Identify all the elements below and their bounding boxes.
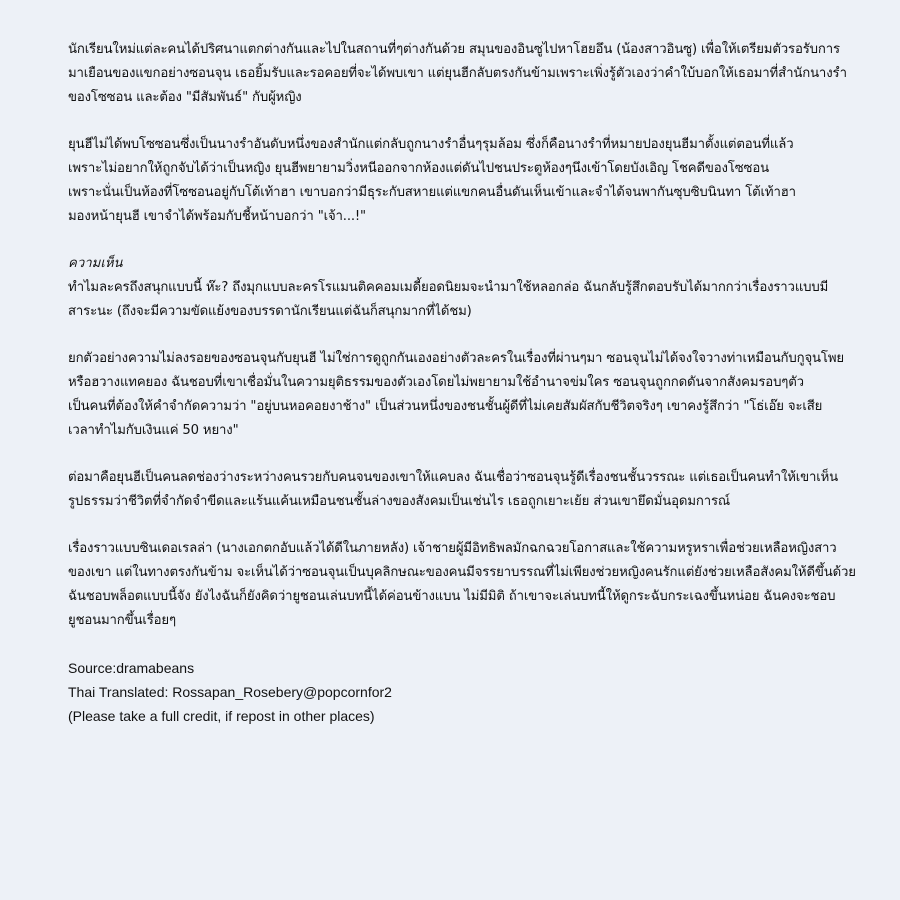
text-line: ยุนฮีไม่ได้พบโซซอนซึ่งเป็นนางรำอันดับหนึ่งของสำนักแต่กลับถูกนางรำอื่นๆรุมล้อม ซึ่งก็คือนางรำที่หมายปองยุนฮีมาตั้งแต่ตอนที่แล้ว xyxy=(68,137,794,152)
text-line: รูปธรรมว่าชีวิตที่จำกัดจำขีดและแร้นแค้นเหมือนชนชั้นล่างของสังคมเป็นเช่นไร เธอถูกเยาะเย้ย ส่วนเขายึดมั่นอุดมการณ์ xyxy=(68,494,730,509)
text-line: เป็นคนที่ต้องให้คำจำกัดความว่า "อยู่บนหอคอยงาช้าง" เป็นส่วนหนึ่งของชนชั้นผู้ดีที่ไม่เคยสัมผัสกับชีวิตจริงๆ เขาคงรู้สึกว่า "โธ่เอ๊ย จะเสีย xyxy=(68,399,823,414)
text-line: ทำไมละครถึงสนุกแบบนี้ ห๊ะ? ถึงมุกแบบละครโรแมนติคคอมเมดี้ยอดนิยมจะนำมาใช้หลอกล่อ ฉันกลับรู้สึกตอบรับได้มากกว่าเรื่องราวแบบมี xyxy=(68,280,829,295)
text-line: ต่อมาคือยุนฮีเป็นคนลดช่องว่างระหว่างคนรวยกับคนจนของเขาให้แคบลง ฉันเชื่อว่าซอนจุนรู้ดีเรื่องชนชั้นวรรณะ แต่เธอเป็นคนทำให้เขาเห็น xyxy=(68,470,839,485)
paragraph-comment-2 xyxy=(68,347,870,443)
text-line: ของเขา แต่ในทางตรงกันข้าม จะเห็นได้ว่าซอนจุนเป็นบุคลิกษณะของคนมีจรรยาบรรณที่ไม่เพียงช่วยหญิงคนรักแต่ยังช่วยเหลือสังคมให้ดีขึ้นด้วย xyxy=(68,565,856,580)
paragraph-dance-house xyxy=(68,133,870,229)
credits-block xyxy=(68,656,870,728)
text-line: ฉันชอบพล็อตแบบนี้จัง ยังไงฉันก็ยังคิดว่ายูชอนเล่นบทนี้ได้ค่อนข้างแบน ไม่มีมิติ ถ้าเขาจะเล่นบทนี้ให้ดูกระฉับกระเฉงขึ้นหน่อย ฉันคงจะชอบ xyxy=(68,589,836,604)
paragraph-comment-3 xyxy=(68,466,870,514)
comments-heading: ความเห็น xyxy=(68,256,123,271)
paragraph-comment-4 xyxy=(68,537,870,633)
text-line: มองหน้ายุนฮี เขาจำได้พร้อมกับชี้หน้าบอกว่า "เจ้า...!" xyxy=(68,209,366,224)
text-line: เรื่องราวแบบซินเดอเรลล่า (นางเอกตกอับแล้วได้ดีในภายหลัง) เจ้าชายผู้มีอิทธิพลมักฉกฉวยโอกาสและใช้ความหรูหราเพื่อช่วยเหลือหญิงสาว xyxy=(68,541,837,556)
text-line: ของโซซอน และต้อง "มีสัมพันธ์" กับผู้หญิง xyxy=(68,90,302,105)
repost-note: (Please take a full credit, if repost in other places) xyxy=(68,708,375,724)
paragraph-intro xyxy=(68,38,870,110)
translator-credit: Thai Translated: Rossapan_Rosebery@popcornfor2 xyxy=(68,684,392,700)
paragraph-comment-1 xyxy=(68,276,870,324)
text-line: หรือฮวางแทคยอง ฉันชอบที่เขาเชื่อมั่นในความยุติธรรมของตัวเองโดยไม่พยายามใช้อำนาจข่มใคร ซอนจุนถูกกดดันจากสังคมรอบๆตัว xyxy=(68,375,804,390)
text-line: ยูชอนมากขึ้นเรื่อยๆ xyxy=(68,613,176,628)
text-line: นักเรียนใหม่แต่ละคนได้ปริศนาแตกต่างกันและไปในสถานที่ๆต่างกันด้วย สมุนของอินซูไปหาโฮยอึน (น้องสาวอินซู) เพื่อให้เตรียมตัวรอรับการ xyxy=(68,42,840,57)
text-line: มาเยือนของแขกอย่างซอนจุน เธอยิ้มรับและรอคอยที่จะได้พบเขา แต่ยุนฮีกลับตรงกันข้ามเพราะเพิ่งรู้ตัวเองว่าคำใบ้บอกให้เธอมาที่สำนักนางรำ xyxy=(68,66,847,81)
text-line: ยกตัวอย่างความไม่ลงรอยของซอนจุนกับยุนฮี ไม่ใช่การดูถูกกันเองอย่างตัวละครในเรื่องที่ผ่านๆมา ซอนจุนไม่ได้จงใจวางท่าเหมือนกับกูจุนโพย xyxy=(68,351,844,366)
source-credit: Source:dramabeans xyxy=(68,660,195,676)
text-line: เพราะนั่นเป็นห้องที่โซซอนอยู่กับโต้เท้าฮา เขาบอกว่ามีธุระกับสหายแต่แขกคนอื่นดันเห็นเข้าและจำได้จนพากันซุบซิบนินทา โต้เท้าฮา xyxy=(68,185,796,200)
text-line: เวลาทำไมกับเงินแค่ 50 หยาง" xyxy=(68,423,239,438)
text-line: เพราะไม่อยากให้ถูกจับได้ว่าเป็นหญิง ยุนฮีพยายามวิ่งหนีออกจากห้องแต่ดันไปชนประตูห้องๆนึงเข้าโดยบังเอิญ โชคดีของโซซอน xyxy=(68,161,769,176)
text-line: สาระนะ (ถึงจะมีความขัดแย้งของบรรดานักเรียนแต่ฉันก็สนุกมากที่ได้ชม) xyxy=(68,304,472,319)
